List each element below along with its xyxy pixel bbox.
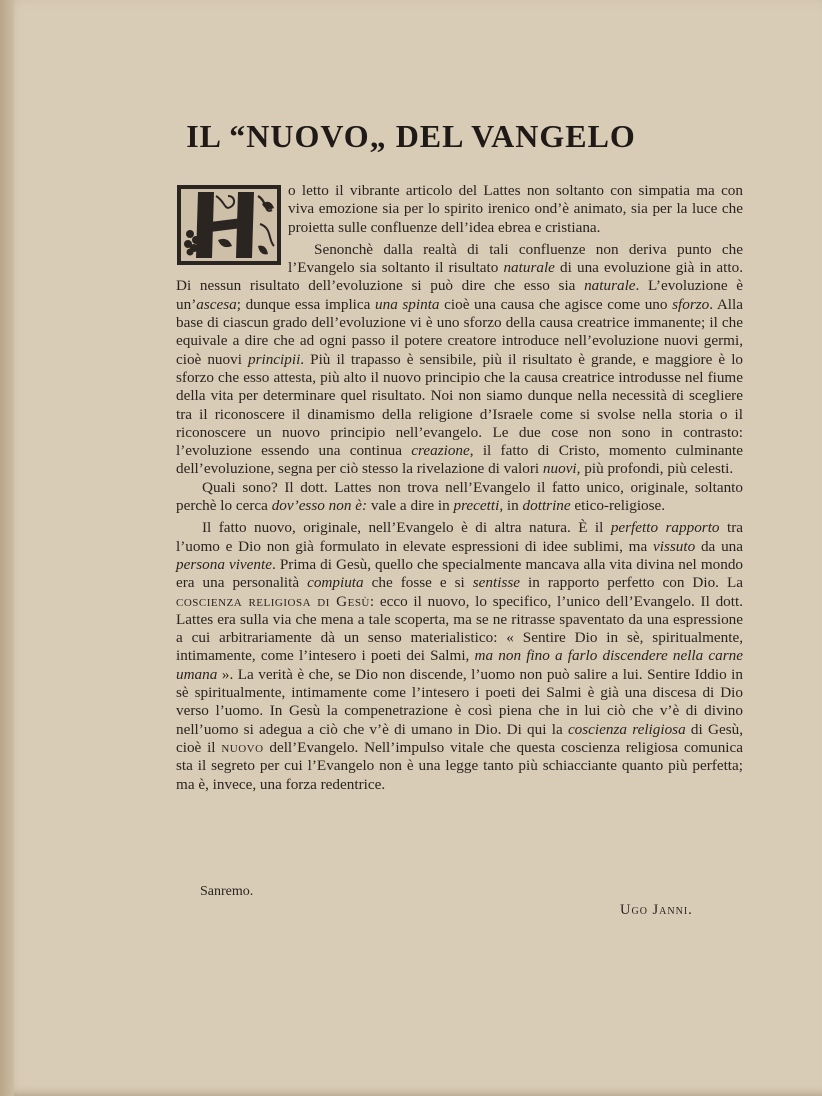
paragraph-2: Senonchè dalla realtà di tali confluenze non deriva punto che l’Evangelo sia soltanto il risultato naturale di una evoluzione già in atto. Di nessun risultato dell’evoluzione si può dire che esso sia naturale. L’evoluzione è un’ascesa; dunque essa implica una spinta cioè una causa che agisce come uno sforzo. Alla base di ciascun grado dell’evoluzione vi è uno sforzo della causa creatrice immanente; il che equivale a dire che ad ogni passo il potere creatore introduce nell’evoluzione nuovi germi, cioè nuovi principii. Più il trapasso è sensibile, più il risultato è grande, e maggiore è lo sforzo che esso attesta, più alto il nuovo principio che la causa creatrice introdusse nel fiume della vita per determinare quel risultato. Noi non siamo dunque nella necessità di scegliere tra il riconoscere il dinamismo della religione d’Israele come si svolse nella storia o il riconoscere un nuovo principio nell’evangelo. Le due cose non sono in contrasto: l’evoluzione essendo una continua creazione, il fatto di Cristo, momento culminante dell’evoluzione, segna per ciò stesso la rivelazione di valori nuovi, più profondi, più celesti.	[176, 240, 744, 478]
article-body	[176, 182, 743, 794]
page-edge	[0, 0, 14, 1096]
paragraph-3: Quali sono? Il dott. Lattes non trova nell’Evangelo il fatto unico, originale, soltanto perchè lo cerca dov’esso non è: vale a dire in precetti, in dottrine etico-religiose.	[176, 478, 743, 515]
place-line: Sanremo.	[200, 884, 254, 899]
decorated-initial-h-icon	[176, 184, 282, 266]
author-signature: Ugo Janni.	[620, 902, 693, 918]
article-title: IL “NUOVO„ DEL VANGELO	[186, 118, 636, 154]
paragraph-1: o letto il vibrante articolo del Lattes non soltanto con simpatia ma con viva emozione sia per lo spirito irenico ond’è animato, sia per la luce che proietta sulle confluenze dell’idea ebrea e cristiana.	[288, 182, 743, 236]
paragraph-4: Il fatto nuovo, originale, nell’Evangelo è di altra natura. È il perfetto rapporto tra l’uomo e Dio non già formulato in elevate espressioni di idee sublimi, ma vissuto da una persona vivente. Prima di Gesù, quello che specialmente mancava alla vita divina nel mondo era una personalità compiuta che fosse e si sentisse in rapporto perfetto con Dio. La coscienza religiosa di Gesù: ecco il nuovo, lo specifico, l’unico dell’Evangelo. Il dott. Lattes era sulla via che mena a tale scoperta, ma se ne ritrasse spaventato da una espressione a cui arbitrariamente dà un senso materialistico: « Sentire Dio in sè, spiritualmente, intimamente, come l’intesero i poeti dei Salmi, ma non fino a farlo discendere nella carne umana ». La verità è che, se Dio non discende, l’uomo non può salire a lui. Sentire Iddio in sè spiritualmente, intimamente come l’intesero i poeti dei Salmi è già una discesa di Dio verso l’uomo. In Gesù la compenetrazione è così piena che in lui ciò che v’è di divino nell’uomo si adegua a ciò che v’è di umano in Dio. Di qui la coscienza religiosa di Gesù, cioè il nuovo dell’Evangelo. Nell’impulso vitale che questa coscienza religiosa comunica sta il segreto per cui l’Evangelo non è una legge tanto più schiacciante quanto più perfetta; ma è, invece, una forza redentrice.	[176, 519, 744, 793]
